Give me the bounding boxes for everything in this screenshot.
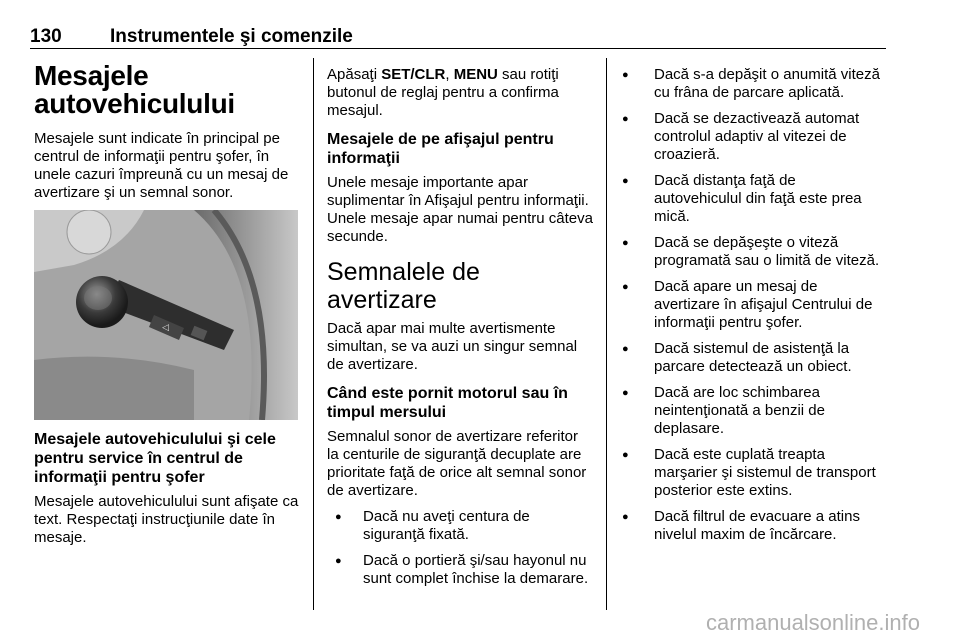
page-header: [30, 22, 886, 50]
info-display-paragraph: Unele mesaje importante apar suplimentar în Afişajul pentru informaţii. Unele mesaje apar numai pentru câteva secunde.: [327, 174, 593, 245]
list-item: ● Dacă apare un mesaj de avertizare în afişajul Centrului de informaţii pentru şofer.: [620, 278, 886, 332]
bullet-list-middle: [327, 508, 593, 588]
page-number: 130: [30, 26, 62, 47]
heading-warning-chimes: Semnalele de avertizare: [327, 258, 480, 314]
menu-label: MENU: [453, 66, 498, 83]
column-right: [620, 58, 886, 552]
list-item: ● Dacă distanţa faţă de autovehiculul din faţă este prea mică.: [620, 172, 886, 226]
column-middle: [327, 58, 593, 596]
column-divider-left: [313, 58, 314, 610]
set-clr-label: SET/CLR: [381, 66, 446, 83]
bullet-list-right: [620, 66, 886, 544]
watermark: carmanualsonline.info: [705, 610, 920, 635]
list-item: ● Dacă sistemul de asistenţă la parcare detectează un obiect.: [620, 340, 886, 376]
steering-stalk-photo: [34, 210, 298, 420]
confirm-paragraph: Apăsaţi SET/CLR, MENU sau rotiţi butonul de reglaj pentru a confirma mesajul.: [327, 66, 559, 119]
list-item: ● Dacă este cuplată treapta marşarier şi sistemul de transport posterior este extins.: [620, 446, 886, 500]
engine-running-paragraph: Semnalul sonor de avertizare referitor la centurile de siguranţă decuplate are prioritate faţă de orice alt semnal sonor de avertizare.: [327, 428, 587, 499]
running-title: Instrumentele şi comenzile: [110, 26, 353, 47]
list-item: ● Dacă nu aveţi centura de siguranţă fixată.: [333, 508, 593, 544]
intro-paragraph: Mesajele sunt indicate în principal pe centrul de informaţii pentru şofer, în unele cazuri împreună cu un mesaj de avertizare şi un semnal sonor.: [34, 130, 289, 201]
list-item: ● Dacă filtrul de evacuare a atins nivelul maxim de încărcare.: [620, 508, 886, 544]
warning-chimes-paragraph: Dacă apar mai multe avertismente simultan, se va auzi un singur semnal de avertizare.: [327, 320, 578, 373]
section-heading: Mesajele autovehiculului şi cele pentru service în centrul de informaţii pentru şofer: [34, 431, 276, 486]
section-paragraph: Mesajele autovehiculului sunt afişate ca text. Respectaţi instrucţiunile date în mesaje.: [34, 493, 299, 546]
column-divider-right: [606, 58, 607, 610]
subheading-info-display: Mesajele de pe afişajul pentru informaţii: [327, 131, 554, 167]
list-item: ● Dacă o portieră şi/sau hayonul nu sunt complet închise la demarare.: [333, 552, 593, 588]
steering-stalk-illustration: [34, 210, 298, 420]
list-item: ● Dacă se depăşeşte o viteză programată sau o limită de viteză.: [620, 234, 886, 270]
svg-text:◁: ◁: [162, 323, 169, 333]
list-item: ● Dacă s-a depăşit o anumită viteză cu frâna de parcare aplicată.: [620, 66, 886, 102]
header-rule: [30, 48, 886, 49]
column-left: [34, 58, 300, 555]
list-item: ● Dacă se dezactivează automat controlul adaptiv al vitezei de croazieră.: [620, 110, 886, 164]
subheading-engine-running: Când este pornit motorul sau în timpul mersului: [327, 385, 568, 421]
section-title: Mesajele autovehiculului: [34, 60, 235, 119]
list-item: ● Dacă are loc schimbarea neintenţionată a benzii de deplasare.: [620, 384, 886, 438]
